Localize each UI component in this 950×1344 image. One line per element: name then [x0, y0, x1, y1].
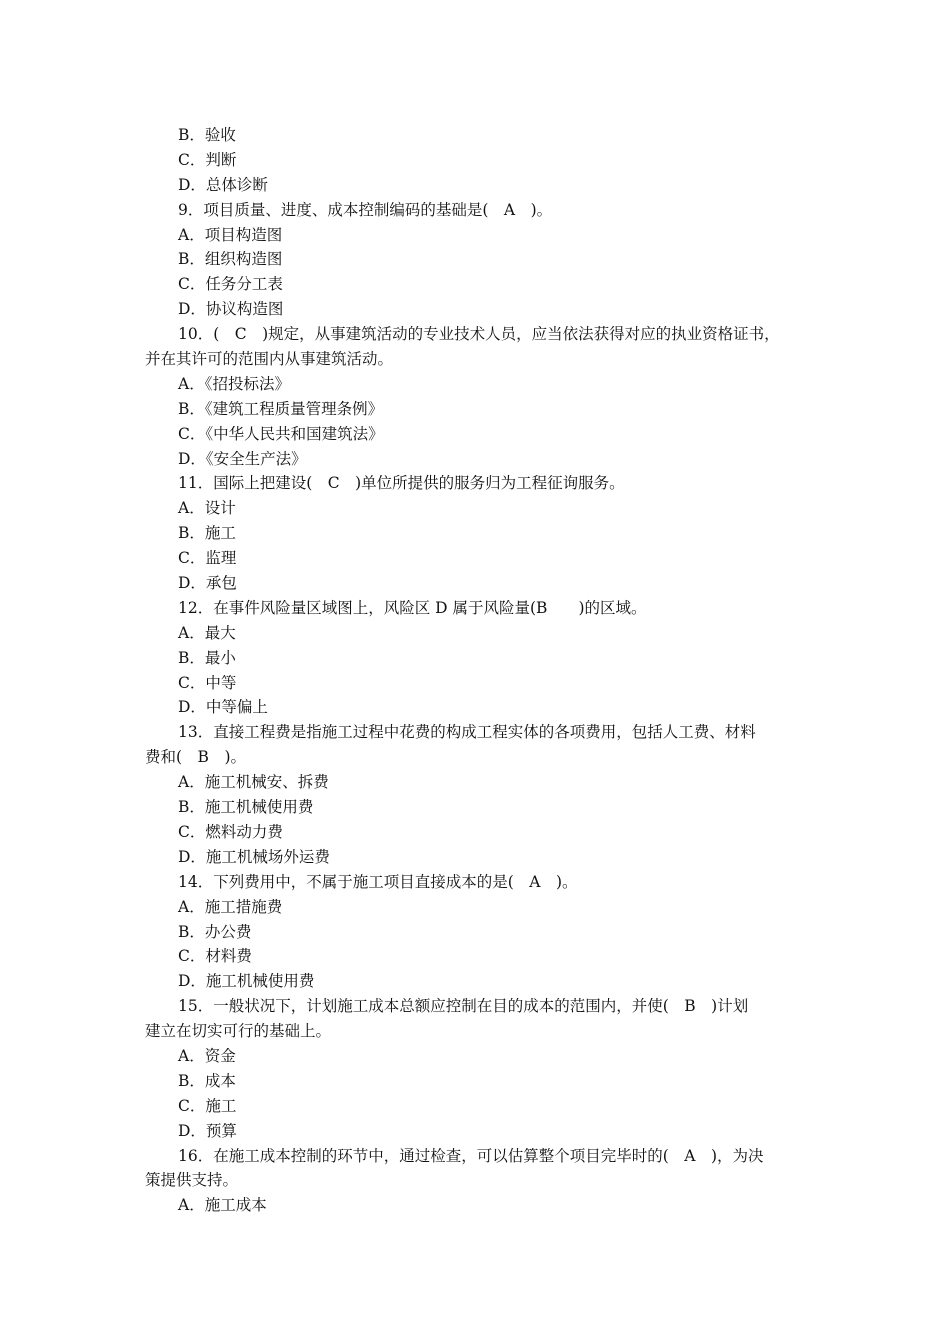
question-line: 16．在施工成本控制的环节中，通过检查，可以估算整个项目完毕时的( A )，为决 [178, 1146, 764, 1165]
question-line: 15．一般状况下，计划施工成本总额应控制在目的成本的范围内，并使( B )计划 [178, 997, 749, 1016]
question-list [145, 123, 815, 1218]
question-line: 11．国际上把建设( C )单位所提供的服务归为工程征询服务。 [178, 474, 625, 493]
question-continuation-line: 建立在切实可行的基础上。 [145, 1022, 332, 1041]
question-continuation-line: 费和( B )。 [145, 748, 246, 767]
question-line: 9．项目质量、进度、成本控制编码的基础是( A )。 [178, 200, 553, 219]
option-line: D．施工机械场外运费 [178, 847, 330, 866]
option-line: A．设计 [178, 499, 236, 518]
question-continuation-line: 策提供支持。 [145, 1171, 239, 1190]
option-line: D．预算 [178, 1121, 237, 1140]
option-line: C．《中华人民共和国建筑法》 [178, 424, 384, 443]
option-line: D．《安全生产法》 [178, 449, 307, 468]
option-line: C．中等 [178, 673, 237, 692]
question-line: 14．下列费用中，不属于施工项目直接成本的是( A )。 [178, 872, 578, 891]
option-line: A．最大 [178, 623, 236, 642]
question-line: 12．在事件风险量区域图上，风险区 D 属于风险量(B )的区域。 [178, 598, 647, 617]
option-line: D．承包 [178, 574, 237, 593]
option-line: A．施工机械安、拆费 [178, 773, 329, 792]
option-line: B．验收 [178, 126, 236, 144]
option-line: D．总体诊断 [178, 175, 268, 194]
question-line: 10．( C )规定，从事建筑活动的专业技术人员，应当依法获得对应的执业资格证书， [178, 325, 780, 344]
option-line: B．施工 [178, 524, 236, 543]
option-line: C．判断 [178, 150, 237, 169]
option-line: B．《建筑工程质量管理条例》 [178, 399, 384, 418]
option-line: B．施工机械使用费 [178, 798, 314, 817]
option-line: A．施工成本 [178, 1196, 267, 1215]
option-line: C．施工 [178, 1096, 237, 1115]
option-line: C．材料费 [178, 947, 252, 966]
option-line: B．组织构造图 [178, 250, 283, 269]
option-line: A．项目构造图 [178, 225, 283, 244]
option-line: D．中等偏上 [178, 698, 268, 717]
option-line: A．资金 [178, 1046, 236, 1065]
option-line: D．施工机械使用费 [178, 972, 315, 991]
option-line: A．《招投标法》 [178, 374, 290, 393]
option-line: D．协议构造图 [178, 300, 284, 319]
question-line: 13．直接工程费是指施工过程中花费的构成工程实体的各项费用，包括人工费、材料 [178, 723, 756, 742]
option-line: B．最小 [178, 648, 236, 667]
option-line: B．成本 [178, 1071, 236, 1090]
option-line: C．监理 [178, 549, 237, 568]
option-line: C．燃料动力费 [178, 822, 283, 841]
option-line: C．任务分工表 [178, 275, 283, 294]
option-line: A．施工措施费 [178, 897, 283, 916]
option-line: B．办公费 [178, 922, 252, 941]
question-continuation-line: 并在其许可的范围内从事建筑活动。 [145, 350, 394, 369]
